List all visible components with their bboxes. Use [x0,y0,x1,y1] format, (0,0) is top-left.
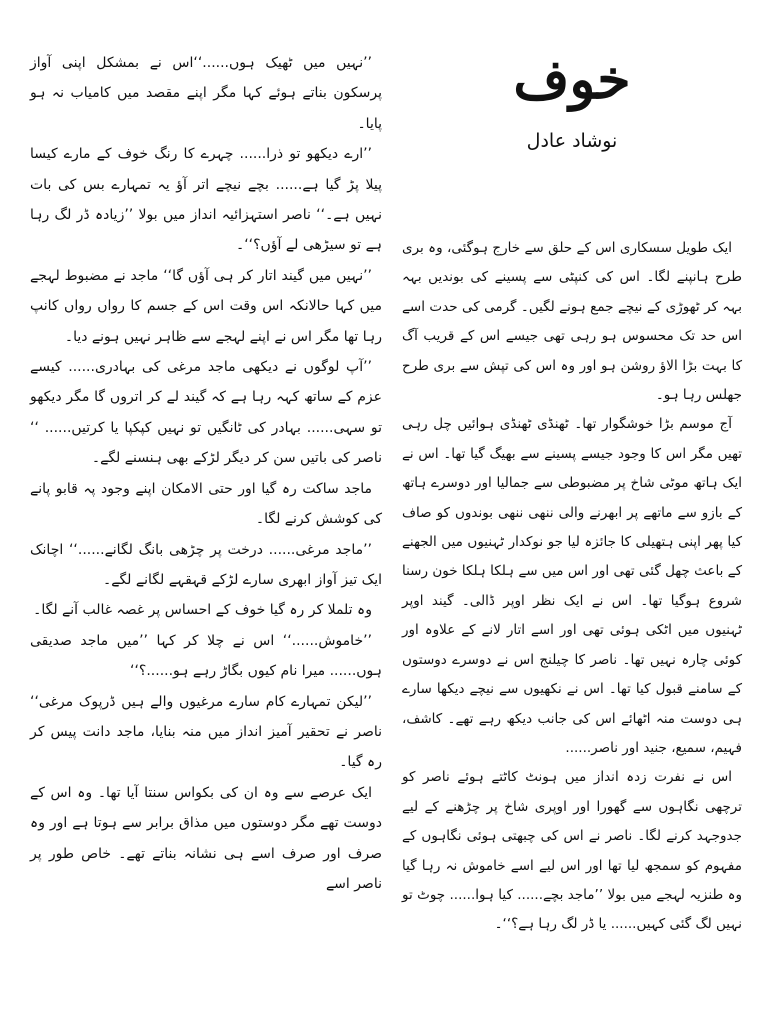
paragraph: ماجد ساکت رہ گیا اور حتی الامکان اپنے وجود پہ قابو پانے کی کوشش کرنے لگا۔ [30,480,382,528]
paragraph: ’’لیکن تمہارے کام سارے مرغیوں والے ہیں ڈرپوک مرغی‘‘ ناصر نے تحقیر آمیز انداز میں منہ بنایا، ماجد دانت پیس کر رہ گیا۔ [30,693,382,771]
paragraph: ’’آپ لوگوں نے دیکھی ماجد مرغی کی بہادری...... کیسے عزم کے ساتھ کہہ رہا ہے کہ گیند لے کر اتروں گا مگر دیکھو تو سہی...... بہادر کی ٹانگیں تو نہیں کپکپا یا کرتیں...... ‘‘ ناصر کی باتیں سن کر دیگر لڑکے بھی ہنسنے لگے۔ [30,359,382,467]
paragraph: ایک عرصے سے وہ ان کی بکواس سنتا آیا تھا۔ وہ اس کے دوست تھے مگر دوستوں میں مذاق برابر سے ہوتا ہے اور وہ صرف اور صرف اسے ہی نشانہ بناتے تھے۔ خاص طور پر ناصر اسے [30,784,382,892]
paragraph: ’’نہیں میں گیند اتار کر ہی آؤں گا‘‘ ماجد نے مضبوط لہجے میں کہا حالانکہ اس وقت اس کے جسم کا رواں رواں کانپ رہا تھا مگر اس نے اپنے لہجے سے ظاہر نہیں ہونے دیا۔ [30,267,382,345]
paragraph: ’’نہیں میں ٹھیک ہوں......‘‘اس نے بمشکل اپنی آواز پرسکون بناتے ہوئے کہا مگر اپنے مقصد میں کامیاب نہ ہو پایا۔ [30,55,382,132]
paragraph: وہ تلملا کر رہ گیا خوف کے احساس پر غصہ غالب آنے لگا۔ [33,602,372,619]
left-column [30,48,382,899]
right-column [402,234,742,940]
paragraph: ’’خاموش......‘‘ اس نے چلا کر کہا ’’میں ماجد صدیقی ہوں...... میرا نام کیوں بگاڑ رہے ہو......؟‘‘ [30,632,382,680]
story-title: خوف [513,47,631,111]
paragraph: آج موسم بڑا خوشگوار تھا۔ ٹھنڈی ٹھنڈی ہوائیں چل رہی تھیں مگر اس کا وجود جیسے پسینے سے بھیگ گیا تھا۔ اس نے ایک ہاتھ موٹی شاخ پر مضبوطی سے جمالیا اور دوسرے ہاتھ کے بازو سے ماتھے پر ابھرنے والی ننھی ننھی بوندوں کو صاف کیا پھر اپنی ہتھیلی کا جائزہ لیا جو نوکدار ٹہنیوں میں الجھنے کے باعث چھل گئی تھی اور اس میں سے ہلکا ہلکا خون رسنا شروع ہوگیا تھا۔ اس نے ایک نظر اوپر ڈالی۔ گیند اوپر ٹہنیوں میں اٹکی ہوئی تھی اور اسے اتار لانے کے علاوہ اور کوئی چارہ نہیں تھا۔ ناصر کا چیلنج اس نے دوسرے دوستوں کے سامنے قبول کیا تھا۔ اس نے نکھیوں سے نیچے دیکھا سارے ہی دوست منہ اٹھائے اس کی جانب دیکھ رہے تھے۔ کاشف، فہیم، سمیع، جنید اور ناصر...... [402,416,742,756]
paragraph: ’’ماجد مرغی...... درخت پر چڑھی بانگ لگانے......‘‘ اچانک ایک تیز آواز ابھری سارے لڑکے قہقہے لگانے لگے۔ [30,541,382,588]
title-block [402,48,742,154]
paragraph: ایک طویل سسکاری اس کے حلق سے خارج ہوگئی، وہ بری طرح ہانپنے لگا۔ اس کی کنپٹی سے پسینے کی بوندیں بہہ بہہ کر ٹھوڑی کے نیچے جمع ہونے لگیں۔ گرمی کی حدت اسے اس حد تک محسوس ہو رہی تھی جیسے اس کے قریب آگ کا بہت بڑا الاؤ روشن ہو اور وہ اس کی تپش سے بری طرح جھلس رہا ہو۔ [402,240,742,404]
author-name: نوشاد عادل [526,130,618,152]
paragraph: ’’ارے دیکھو تو ذرا...... چہرے کا رنگ خوف کے مارے کیسا پیلا پڑ گیا ہے...... بچے نیچے اتر آؤ یہ تمہارے بس کی بات نہیں ہے۔‘‘ ناصر استہزائیہ انداز میں بولا ’’زیادہ ڈر لگ رہا ہے تو سیڑھی لے آؤں؟‘‘۔ [30,146,382,254]
paragraph: اس نے نفرت زدہ انداز میں ہونٹ کاٹتے ہوئے ناصر کو ترچھی نگاہوں سے گھورا اور اوپری شاخ پر چڑھنے کے لیے جدوجہد کرنے لگا۔ ناصر نے اس کی چبھتی ہوئی نگاہوں کے مفہوم کو سمجھ لیا تھا اور اس لیے اسے خاموش نہ رہا گیا وہ طنزیہ لہجے میں بولا ’’ماجد بچے...... کیا ہوا...... چوٹ تو نہیں لگ گئی کہیں...... یا ڈر لگ رہا ہے؟‘‘۔ [402,769,742,933]
